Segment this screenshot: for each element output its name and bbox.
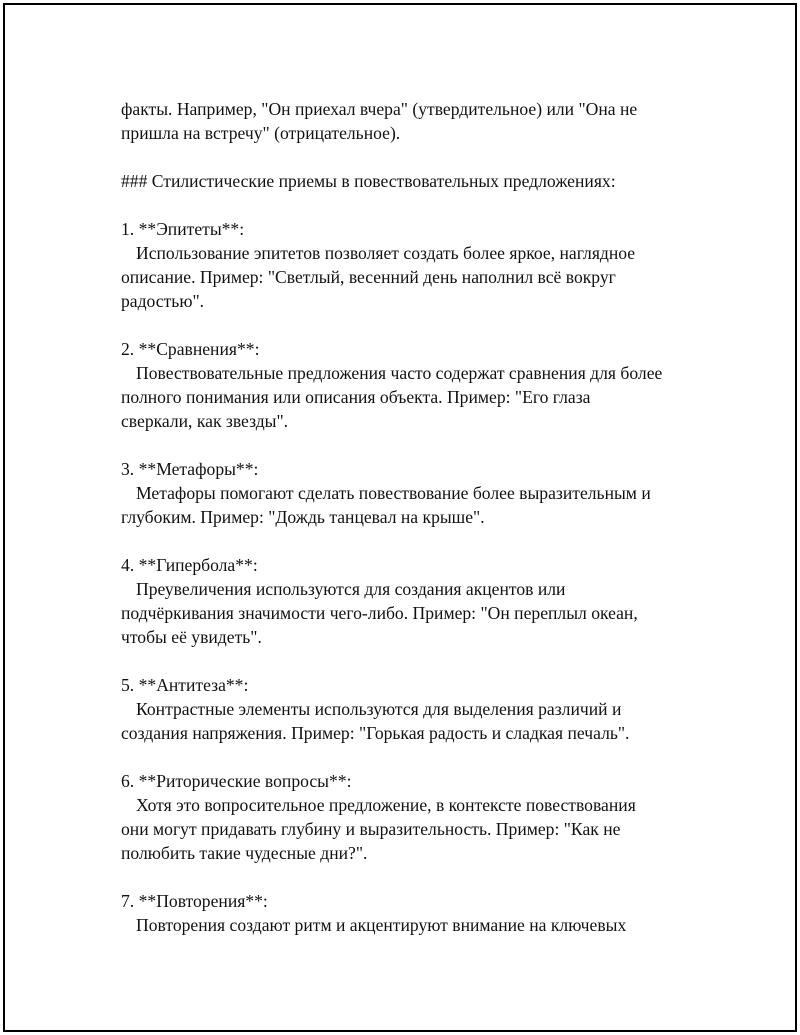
list-item-line: подчёркивания значимости чего-либо. Пример: "Он переплыл океан, (121, 603, 638, 623)
paragraph-gap (121, 313, 721, 337)
list-item-line: радостью". (121, 291, 205, 311)
list-item-line: Повествовательные предложения часто содержат сравнения для более (136, 363, 663, 383)
list-item-line: глубоким. Пример: "Дождь танцевал на крыше". (121, 507, 485, 527)
list-item-line: Повторения создают ритм и акцентируют внимание на ключевых (136, 915, 627, 935)
list-item-line: создания напряжения. Пример: "Горькая радость и сладкая печаль". (121, 723, 630, 743)
list-item-line: Преувеличения используются для создания акцентов или (136, 579, 566, 599)
list-item-line: чтобы её увидеть". (121, 627, 262, 647)
list-item-line: полного понимания или описания объекта. Пример: "Его глаза (121, 387, 591, 407)
list-item-title: 2. **Сравнения**: (121, 339, 260, 359)
paragraph-gap (121, 193, 721, 217)
list-item-line: полюбить такие чудесные дни?". (121, 843, 368, 863)
list-item-line: Хотя это вопросительное предложение, в контексте повествования (136, 795, 636, 815)
list-item-line: Метафоры помогают сделать повествование более выразительным и (136, 483, 651, 503)
list-item-title: 3. **Метафоры**: (121, 459, 259, 479)
list-item-title: 1. **Эпитеты**: (121, 219, 245, 239)
paragraph-gap (121, 865, 721, 889)
list-item-line: Использование эпитетов позволяет создать более яркое, наглядное (136, 243, 636, 263)
document-body (121, 97, 721, 937)
section-heading: ### Стилистические приемы в повествовательных предложениях: (121, 171, 616, 191)
list-item-title: 5. **Антитеза**: (121, 675, 249, 695)
intro-line: пришла на встречу" (отрицательное). (121, 123, 401, 143)
list-item-line: сверкали, как звезды". (121, 411, 289, 431)
list-item-title: 4. **Гипербола**: (121, 555, 258, 575)
list-item-line: Контрастные элементы используются для выделения различий и (136, 699, 622, 719)
page-frame (3, 3, 797, 1032)
intro-line: факты. Например, "Он приехал вчера" (утвердительное) или "Она не (121, 99, 638, 119)
paragraph-gap (121, 433, 721, 457)
paragraph-gap (121, 145, 721, 169)
list-item-title: 6. **Риторические вопросы**: (121, 771, 352, 791)
list-item-line: описание. Пример: "Светлый, весенний день наполнил всё вокруг (121, 267, 616, 287)
list-item-line: они могут придавать глубину и выразительность. Пример: "Как не (121, 819, 621, 839)
paragraph-gap (121, 649, 721, 673)
list-item-title: 7. **Повторения**: (121, 891, 268, 911)
paragraph-gap (121, 529, 721, 553)
paragraph-gap (121, 745, 721, 769)
